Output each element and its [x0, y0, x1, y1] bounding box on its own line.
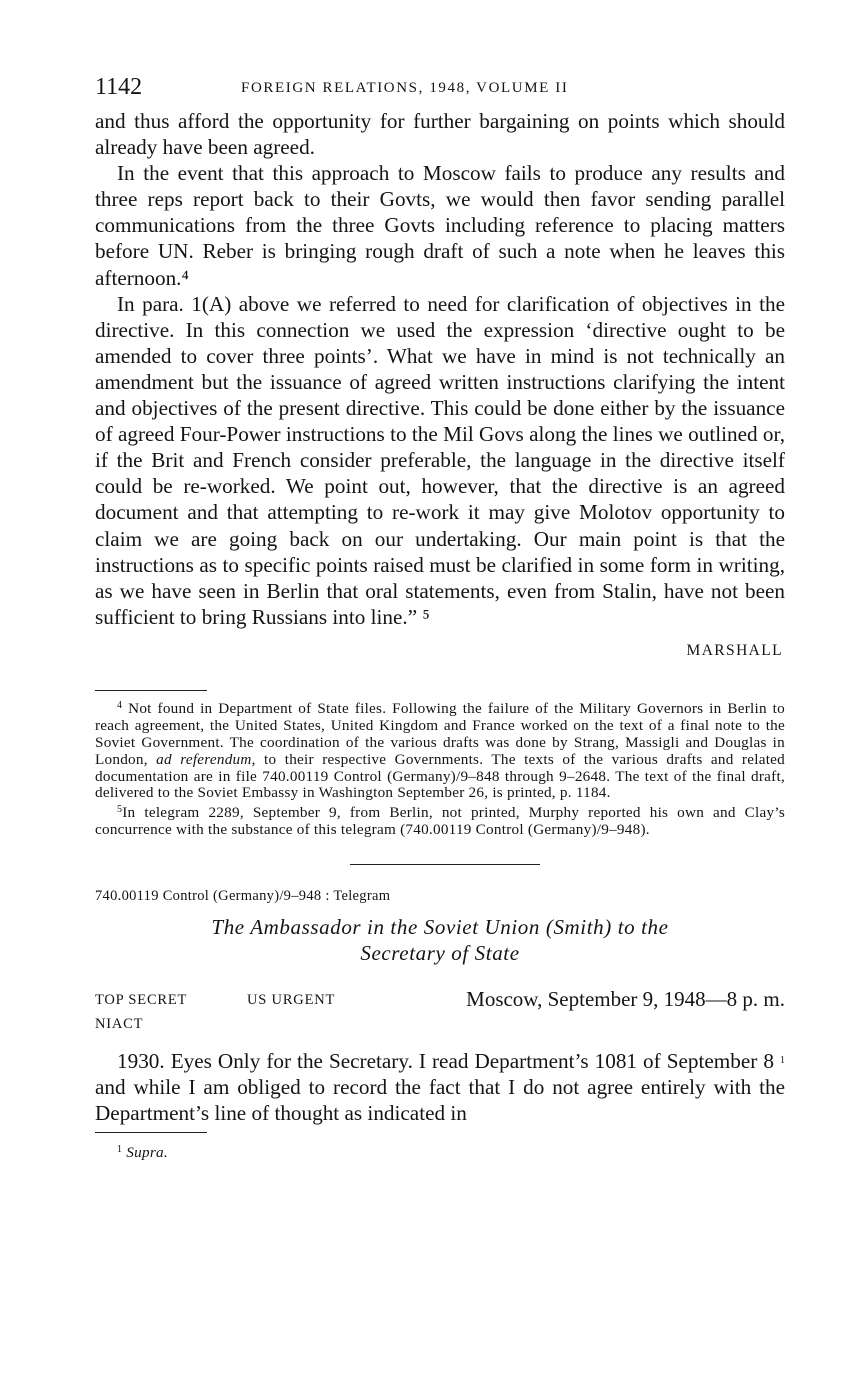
telegram-text: 1930. Eyes Only for the Secretary. I read Department’s 1081 of September 8 [117, 1049, 774, 1074]
paragraph-directive: In para. 1(A) above we referred to need for clarification of objectives in the directive. In this connection we used the expression ‘directive ought to be amended to cover three points’. What we have in mind is not technically an amendment but the issuance of agreed written instructions clarifying the intent and objectives of the present directive. This could be done either by the issuance of agreed Four-Power instructions to the Mil Govs along the lines we outlined or, if the Brit and French consider preferable, the language in the directive itself could be re-worked. We point out, however, that the directive is an agreed document and that attempting to re-work it may give Molotov opportunity to claim we are going back on our undertaking. Our main point is that the instructions as to specific points raised must be clarified in some form in writing, as we have seen in Berlin that oral statements, even from Stalin, have not been sufficient to bring Russians into line.” ⁵ [95, 291, 785, 629]
telegram-meta [95, 987, 785, 1013]
dateline: Moscow, September 9, 1948—8 p. m. [466, 987, 785, 1012]
footnotes-bottom [95, 1142, 785, 1162]
telegram-text: and while I am obliged to record the fact that I do not agree entirely with the Department’s line of thought as indicated in [95, 1075, 785, 1126]
file-number: 740.00119 Control (Germany)/9–948 : Telegram [95, 888, 391, 905]
footnote-marker: 4 [117, 699, 123, 711]
paragraph-approach: In the event that this approach to Moscow fails to produce any results and three reps report back to their Govts, we would then favor sending parallel communications from the three Govts including reference to placing matters before UN. Reber is bringing rough draft of such a note when he leaves this afternoon.⁴ [95, 161, 785, 290]
footnote-text: to their respective Governments. The texts of the various drafts and related documentation are in file 740.00119 Control (Germany)/9–848 through 9–2648. The text of the final draft, delivered to the Soviet Embassy in Washington September 26, is printed, p. 1184. [95, 750, 785, 802]
running-head [95, 74, 785, 108]
telegram-body [95, 1048, 785, 1126]
telegram-paragraph [95, 1048, 785, 1126]
document-heading [95, 914, 785, 966]
document-page [95, 74, 785, 1162]
signature: MARSHALL [686, 641, 783, 659]
footnote-text: Supra. [126, 1144, 168, 1162]
section-divider [350, 864, 540, 865]
niact-label: NIACT [95, 1016, 144, 1033]
heading-line: Secretary of State [360, 941, 520, 966]
footnote-rule [95, 690, 207, 691]
footnotes [95, 698, 785, 839]
footnote-reference: 1 [780, 1055, 785, 1067]
paragraph-continuation: and thus afford the opportunity for further bargaining on points which should already have been agreed. [95, 109, 785, 160]
page-number: 1142 [95, 74, 143, 100]
precedence-label: US URGENT [247, 992, 336, 1009]
footnote-text: In telegram 2289, September 9, from Berlin, not printed, Murphy reported his own and Clay’s concurrence with the substance of this telegram (740.00119 Control (Germany)/9–948). [95, 804, 785, 839]
footnote-5 [95, 802, 785, 839]
classification-label: TOP SECRET [95, 992, 188, 1009]
footnote-text: Not found in Department of State files. Following the failure of the Military Governors in Berlin to reach agreement, the United States, United Kingdom and France worked on the text of a final note to the Soviet Government. The coordination of the various drafts was done by Strang, Massigli and Douglas in London, [95, 699, 785, 768]
footnote-4 [95, 698, 785, 802]
footnote-marker: 1 [117, 1144, 123, 1156]
body-text [95, 108, 785, 630]
footnote-italic-text: ad referendum, [156, 750, 256, 768]
journal-title: FOREIGN RELATIONS, 1948, VOLUME II [241, 80, 569, 96]
footnote-1 [95, 1142, 785, 1162]
footnote-marker: 5 [117, 804, 123, 816]
heading-line: The Ambassador in the Soviet Union (Smith) to the [211, 915, 669, 940]
footnote-rule [95, 1132, 207, 1133]
